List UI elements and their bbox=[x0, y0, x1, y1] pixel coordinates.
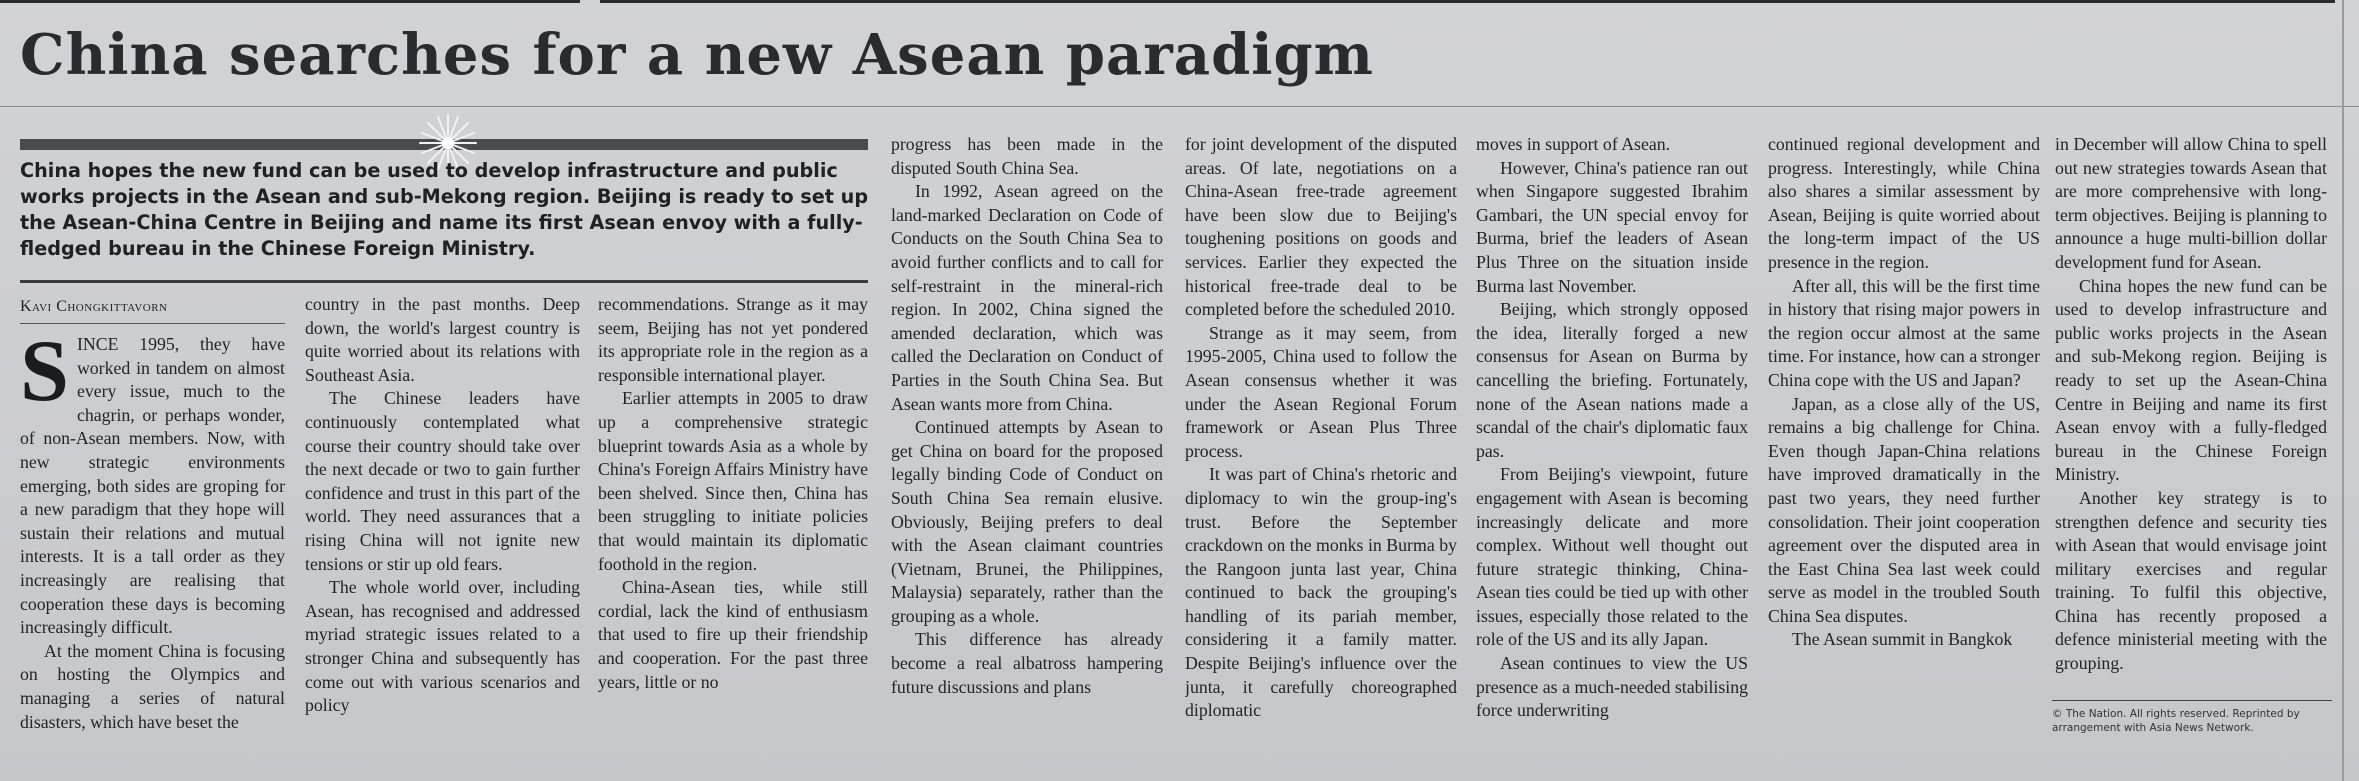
paragraph: The Chinese leaders have continuously contemplated what course their country should take over the next decade or two to gain further confidence and trust in this part of the world. They need assurances that a rising China will not ignite new tensions or stir up old fears. bbox=[305, 388, 580, 574]
article-column-8 bbox=[2055, 133, 2327, 695]
paragraph: Continued attempts by Asean to get China on board for the proposed legally binding Code of Conduct on South China Sea remain elusive. Obviously, Beijing prefers to deal with the Asean claimant countries (Vietnam, Brunei, the Philippines, Malaysia) separately, rather than the grouping as a whole. bbox=[891, 417, 1163, 626]
article-column-7 bbox=[1768, 133, 2040, 775]
article-column-6 bbox=[1476, 133, 1748, 775]
paragraph: progress has been made in the disputed South China Sea. bbox=[891, 134, 1163, 178]
top-rule bbox=[600, 0, 2335, 3]
article-column-1 bbox=[20, 333, 285, 773]
paragraph: Japan, as a close ally of the US, remains a big challenge for China. Even though Japan-China relations have improved dramatically in the past two years, they need further consolidation. Their joint cooperation agreement over the disputed area in the East China Sea last week could serve as model in the troubled South China Sea disputes. bbox=[1768, 393, 2040, 626]
page-edge bbox=[2342, 0, 2344, 781]
paragraph: Another key strategy is to strengthen defence and security ties with Asean that would envisage joint military exercises and regular training. To fulfil this objective, China has recently proposed a defence ministerial meeting with the grouping. bbox=[2055, 487, 2327, 674]
paragraph: It was part of China's rhetoric and diplomacy to win the group-ing's trust. Before the September crackdown on the monks in Burma by the Rangoon junta last year, China continued to back the grouping's handling of its pariah member, considering it a family matter. Despite Beijing's influence over the junta, it carefully choreographed diplomatic bbox=[1185, 464, 1457, 721]
paragraph bbox=[20, 333, 285, 640]
paragraph: From Beijing's viewpoint, future engagement with Asean is becoming increasingly delicate and more complex. Without well thought out future strategic thinking, China-Asean ties could be tied up with other issues, especially those related to the role of the US and its ally Japan. bbox=[1476, 464, 1748, 650]
paragraph: recommendations. Strange as it may seem, Beijing has not yet pondered its appropriate role in the region as a responsible international player. bbox=[598, 294, 868, 385]
paragraph: moves in support of Asean. bbox=[1476, 134, 1671, 154]
article-column-4 bbox=[891, 133, 1163, 775]
paragraph: China-Asean ties, while still cordial, lack the kind of enthusiasm that used to fire up their friendship and cooperation. For the past three years, little or no bbox=[598, 577, 868, 692]
paragraph: for joint development of the disputed areas. Of late, negotiations on a China-Asean free-trade agreement have been slow due to Beijing's toughening positions on goods and services. Earlier they expected the historical free-trade deal to be completed before the scheduled 2010. bbox=[1185, 134, 1457, 320]
paragraph-text: INCE 1995, they have worked in tandem on almost every issue, much to the chagrin, or perhaps wonder, of non-Asean members. Now, with new strategic environments emerging, both sides are groping for a new paradigm that they hope will sustain their relations and mutual interests. It is a tall order as they increasingly are realising that cooperation these days is becoming increasingly difficult. bbox=[20, 334, 285, 638]
top-rule bbox=[0, 0, 580, 3]
deck-rule bbox=[20, 280, 868, 283]
article-column-2 bbox=[305, 293, 580, 775]
paragraph: in December will allow China to spell out new strategies towards Asean that are more comprehensive with long-term objectives. Beijing is planning to announce a huge multi-billion dollar development fund for Asean. bbox=[2055, 134, 2327, 272]
paragraph: This difference has already become a real albatross hampering future discussions and plans bbox=[891, 629, 1163, 697]
paragraph: Beijing, which strongly opposed the idea, literally forged a new consensus for Asean on Burma by cancelling the briefing. Fortunately, none of the Asean nations made a scandal of the chair's diplomatic faux pas. bbox=[1476, 299, 1748, 461]
paragraph: In 1992, Asean agreed on the land-marked Declaration on Code of Conducts on the South China Sea to avoid further conflicts and to call for self-restraint in the mineral-rich region. In 2002, China signed the amended declaration, which was called the Declaration on Conduct of Parties in the South China Sea. But Asean wants more from China. bbox=[891, 181, 1163, 414]
byline: Kavi Chongkittavorn bbox=[20, 298, 168, 315]
drop-cap: S bbox=[20, 333, 69, 420]
deck-summary: China hopes the new fund can be used to develop infrastructure and public works projects in the Asean and sub-Mekong region. Beijing is ready to set up the Asean-China Centre in Beijing and name its first Asean envoy with a fully-fledged bureau in the Chinese Foreign Ministry. bbox=[20, 159, 869, 260]
article-column-5 bbox=[1185, 133, 1457, 775]
credit-rule bbox=[2052, 700, 2332, 701]
paragraph: After all, this will be the first time in history that rising major powers in the region occur almost at the same time. For instance, how can a stronger China cope with the US and Japan? bbox=[1768, 275, 2040, 390]
headline-rule bbox=[0, 106, 2359, 107]
paragraph: However, China's patience ran out when Singapore suggested Ibrahim Gambari, the UN special envoy for Burma, brief the leaders of Asean Plus Three on the situation inside Burma last November. bbox=[1476, 157, 1748, 296]
copyright-credit: © The Nation. All rights reserved. Reprinted by arrangement with Asia News Network. bbox=[2052, 708, 2300, 734]
byline-rule bbox=[20, 323, 285, 324]
paragraph: Asean continues to view the US presence as a much-needed stabilising force underwriting bbox=[1476, 653, 1748, 721]
paragraph: country in the past months. Deep down, the world's largest country is quite worried about its relations with Southeast Asia. bbox=[305, 294, 580, 385]
paragraph: continued regional development and progress. Interestingly, while China also shares a similar assessment by Asean, Beijing is quite worried about the long-term impact of the US presence in the region. bbox=[1768, 134, 2040, 272]
article-column-3 bbox=[598, 293, 868, 775]
paragraph: Earlier attempts in 2005 to draw up a comprehensive strategic blueprint towards Asia as a whole by China's Foreign Affairs Ministry have been shelved. Since then, China has been struggling to initiate policies that would maintain its diplomatic foothold in the region. bbox=[598, 388, 868, 574]
paragraph: The Asean summit in Bangkok bbox=[1792, 629, 2013, 650]
paragraph: China hopes the new fund can be used to develop infrastructure and public works projects in the Asean and sub-Mekong region. Beijing is ready to set up the Asean-China Centre in Beijing and name its first Asean envoy with a fully-fledged bureau in the Chinese Foreign Ministry. bbox=[2055, 275, 2327, 485]
paragraph: The whole world over, including Asean, has recognised and addressed myriad strategic issues related to a stronger China and subsequently has come out with various scenarios and policy bbox=[305, 577, 580, 716]
paragraph: At the moment China is focusing on hosting the Olympics and managing a series of natural disasters, which have beset the bbox=[20, 640, 285, 732]
headline: China searches for a new Asean paradigm bbox=[20, 22, 1374, 88]
paragraph: Strange as it may seem, from 1995-2005, China used to follow the Asean consensus whether it was under the Asean Regional Forum framework or Asean Plus Three process. bbox=[1185, 322, 1457, 461]
